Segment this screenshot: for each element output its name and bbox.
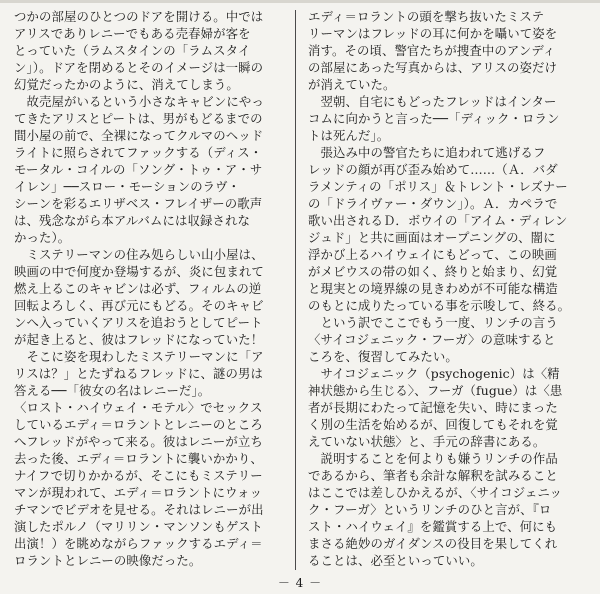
text-line: という訳でここでもう一度、リンチの言う (308, 315, 558, 330)
text-line: ク・フーガ〉というリンチのひと言が、『ロ (308, 502, 552, 517)
text-line: モータル・コイルの「ソング・トゥ・ア・サ (14, 162, 263, 177)
text-line: 映画の中で何度か登場するが、炎に包まれて (14, 264, 264, 279)
text-line: 神状態から生じる〉、フーガ（fugue）は〈患 (308, 383, 563, 398)
text-line: レッドの顔が再び歪み始めて……（Ａ．バダ (308, 162, 558, 177)
text-line: ンへ入っていくアリスを追おうとしてピート (14, 315, 263, 330)
right-text-column (308, 8, 590, 569)
text-line: 説明することを何よりも嫌うリンチの作品 (308, 451, 558, 466)
left-text-column (14, 8, 290, 569)
text-line: く別の生活を始めるが、回復してもそれを覚 (308, 417, 558, 432)
text-line: かった）。 (14, 230, 71, 245)
text-line: エディ＝ロラントの頭を撃ち抜いたミステ (308, 9, 545, 24)
text-line: 〈ロスト・ハイウェイ・モテル〉でセックス (14, 400, 263, 415)
text-line: えていない状態〉と、手元の辞書にある。 (308, 434, 546, 449)
text-line: チマンでビデオを見せる。それはレニーが出 (14, 502, 264, 517)
text-line: ころを、復習してみたい。 (308, 349, 458, 364)
text-line: 歌い出されるＤ．ボウイの「アイム・ディレン (308, 213, 568, 228)
text-line: がメビウスの帯の如く、終りと始まり、幻覚 (308, 264, 558, 279)
text-line: ることは、必至といっていい。 (308, 553, 483, 568)
text-line: マンが現われて、エディ＝ロラントにウォッ (14, 485, 263, 500)
page-number: － 4 － (277, 576, 323, 590)
text-line: スト・ハイウェイ』を鑑賞する上で、何にも (308, 519, 558, 534)
text-line: 演したポルノ（マリリン・マンソンもゲスト (14, 519, 263, 534)
text-line: サイコジェニック（psychogenic）は〈精 (308, 366, 560, 381)
text-line: そこに姿を現わしたミステリーマンに「ア (14, 349, 264, 364)
text-line: てきたアリスとピートは、男がもどるまでの (14, 111, 263, 126)
text-line: 幻覚だったかのように、消えてしまう。 (14, 77, 239, 92)
text-line: イレン」──スロー・モーションのラヴ・ (14, 179, 241, 194)
text-line: 燃え上るこのキャビンは必ず、フィルムの逆 (14, 281, 262, 296)
text-line: 故売屋がいるという小さなキャビンにやっ (14, 94, 264, 109)
text-line: 去った後、エディ＝ロラントに襲いかかり、 (14, 451, 263, 466)
text-line: 答える──「彼女の名はレニーだ」。 (14, 383, 211, 398)
text-line: リスは？」とたずねるフレッドに、謎の男は (14, 366, 263, 381)
text-line: ロラントとレニーの映像だった。 (14, 553, 202, 568)
text-line: は、残念ながら本アルバムには収録されな (14, 213, 250, 228)
page-edge (0, 0, 600, 3)
text-line: 消す。その頃、警官たちが捜査中のアンディ (308, 43, 556, 58)
text-line: コムに向かうと言った──「ディック・ロラン (308, 111, 560, 126)
text-line: のもとに成りたっている事を示唆して、終る。 (308, 298, 571, 313)
column-divider (295, 10, 296, 570)
text-line: リーマンはフレッドの耳に何かを囁いて姿を (308, 26, 558, 41)
text-line: つかの部屋のひとつのドアを開ける。中では (14, 9, 264, 24)
text-line: ナイフで切りかかるが、そこにもミステリー (14, 468, 263, 483)
text-line: 翌朝、自宅にもどったフレッドはインター (308, 94, 557, 109)
text-line: 回転よろしく、再び元にもどる。そのキャビ (14, 298, 264, 313)
text-line: アリスでありレニーでもある売春婦が客を (14, 26, 251, 41)
text-line: しているエディ＝ロラントとレニーのところ (14, 417, 263, 432)
text-line: 張込み中の警官たちに追われて逃げるフ (308, 145, 546, 160)
text-line: 浮かび上るハイウェイにもどって、この映画 (308, 247, 557, 262)
text-line: とっていた（ラムスタインの「ラムスタイ (14, 43, 251, 58)
text-line: ラメンティの「ポリス」＆トレント・レズナー (308, 179, 568, 194)
text-line: が起き上ると、彼はフレッドになっていた！ (14, 332, 264, 347)
text-line: ン」）。ドアを閉めるとそのイメージは一瞬の (14, 60, 264, 75)
text-line: はここでは差しひかえるが、〈サイコジェニッ (308, 485, 562, 500)
text-line: ミステリーマンの住み処らしい山小屋は、 (14, 247, 264, 262)
text-line: シーンを彩るエリザベス・フレイザーの歌声 (14, 196, 263, 211)
text-line: 〈サイコジェニック・フーガ〉の意味すると (308, 332, 556, 347)
text-line: ジュド」と共に画面はオープニングの、闇に (308, 230, 556, 245)
text-line: 間小屋の前で、全裸になってクルマのヘッド (14, 128, 264, 143)
text-line: が消えていた。 (308, 77, 396, 92)
text-line: トは死んだ」。 (308, 128, 390, 143)
text-line: 者が長期にわたって記憶を失い、時にまった (308, 400, 558, 415)
text-line: 出演！）を眺めながらファックするエディ＝ (14, 536, 263, 551)
text-line: の部屋にあった写真からは、アリスの姿だけ (308, 60, 557, 75)
text-line: と現実との境界線の見きわめが不可能な構造 (308, 281, 558, 296)
text-line: の「ドライヴァー・ダウン」）。Ａ．カペラで (308, 196, 558, 211)
text-line: ライトに照らされてファックする（ディス・ (14, 145, 263, 160)
text-line: へフレッドがやって来る。彼はレニーが立ち (14, 434, 263, 449)
text-line: まさる絶妙のガイダンスの役目を果してくれ (308, 536, 558, 551)
text-line: であるから、筆者も余計な解釈を試みること (308, 468, 558, 483)
